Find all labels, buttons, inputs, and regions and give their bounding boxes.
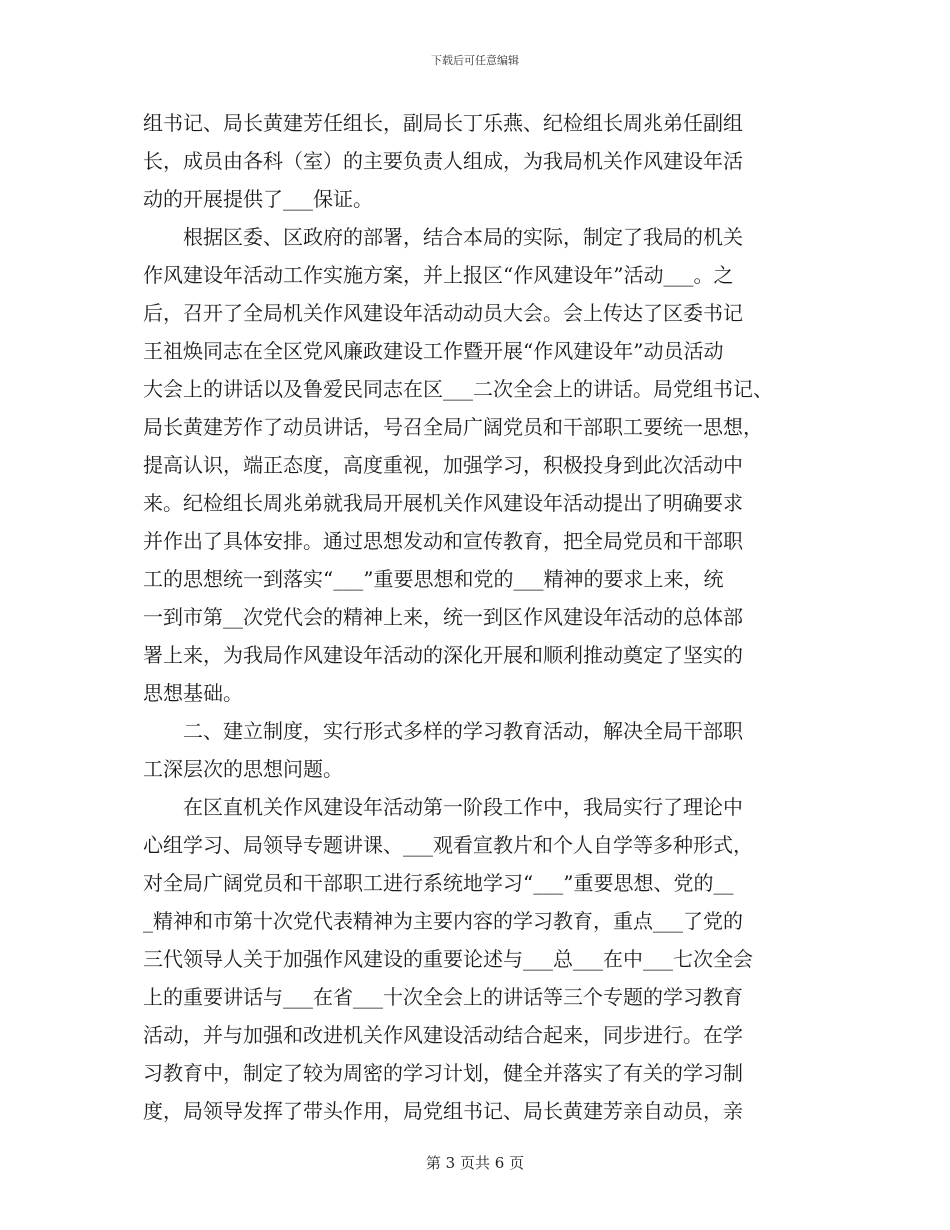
body-line: 活动，并与加强和改进机关作风建设活动结合起来，同步进行。在学 bbox=[143, 1023, 743, 1047]
document-body bbox=[143, 104, 803, 1130]
body-line: 思想基础。 bbox=[143, 681, 243, 705]
page-header: 下载后可任意编辑 bbox=[431, 54, 519, 67]
body-line: 三代领导人关于加强作风建设的重要论述与___总___在中___七次全会 bbox=[143, 947, 753, 971]
paragraph-start-line: 根据区委、区政府的部署，结合本局的实际，制定了我局的机关 bbox=[183, 225, 743, 249]
section-heading-line: 工深层次的思想问题。 bbox=[143, 757, 343, 781]
body-line: 组书记、局长黄建芳任组长，副局长丁乐燕、纪检组长周兆弟任副组 bbox=[143, 111, 743, 135]
body-line: 对全局广阔党员和干部职工进行系统地学习“___”重要思想、党的__ bbox=[143, 871, 734, 895]
body-line: 署上来，为我局作风建设年活动的深化开展和顺利推动奠定了坚实的 bbox=[143, 643, 743, 667]
body-line: 作风建设年活动工作实施方案，并上报区“作风建设年”活动___。之 bbox=[143, 263, 734, 287]
body-line: 来。纪检组长周兆弟就我局开展机关作风建设年活动提出了明确要求 bbox=[143, 491, 743, 515]
paragraph-start-line: 在区直机关作风建设年活动第一阶段工作中，我局实行了理论中 bbox=[183, 795, 743, 819]
body-line: 心组学习、局领导专题讲课、___观看宣教片和个人自学等多种形式， bbox=[143, 833, 753, 857]
body-line: 局长黄建芳作了动员讲话，号召全局广阔党员和干部职工要统一思想， bbox=[143, 415, 763, 439]
section-heading-line: 二、建立制度，实行形式多样的学习教育活动，解决全局干部职 bbox=[183, 719, 743, 743]
body-line: 王祖焕同志在全区党风廉政建设工作暨开展“作风建设年”动员活动 bbox=[143, 339, 724, 363]
body-line: 动的开展提供了___保证。 bbox=[143, 187, 373, 211]
body-line: 提高认识，端正态度，高度重视，加强学习，积极投身到此次活动中 bbox=[143, 453, 743, 477]
body-line: 工的思想统一到落实“___”重要思想和党的___精神的要求上来，统 bbox=[143, 567, 724, 591]
body-line: _精神和市第十次党代表精神为主要内容的学习教育，重点___了党的 bbox=[143, 909, 743, 933]
body-line: 后，召开了全局机关作风建设年活动动员大会。会上传达了区委书记 bbox=[143, 301, 743, 325]
body-line: 习教育中，制定了较为周密的学习计划，健全并落实了有关的学习制 bbox=[143, 1061, 743, 1085]
body-line: 度，局领导发挥了带头作用，局党组书记、局长黄建芳亲自动员，亲 bbox=[143, 1099, 743, 1123]
body-line: 并作出了具体安排。通过思想发动和宣传教育，把全局党员和干部职 bbox=[143, 529, 743, 553]
body-line: 长，成员由各科（室）的主要负责人组成，为我局机关作风建设年活 bbox=[143, 149, 743, 173]
body-line: 大会上的讲话以及鲁爱民同志在区___二次全会上的讲话。局党组书记、 bbox=[143, 377, 773, 401]
page-footer: 第 3 页共 6 页 bbox=[425, 1154, 525, 1172]
body-line: 上的重要讲话与___在省___十次全会上的讲话等三个专题的学习教育 bbox=[143, 985, 743, 1009]
body-line: 一到市第__次党代会的精神上来，统一到区作风建设年活动的总体部 bbox=[143, 605, 743, 629]
